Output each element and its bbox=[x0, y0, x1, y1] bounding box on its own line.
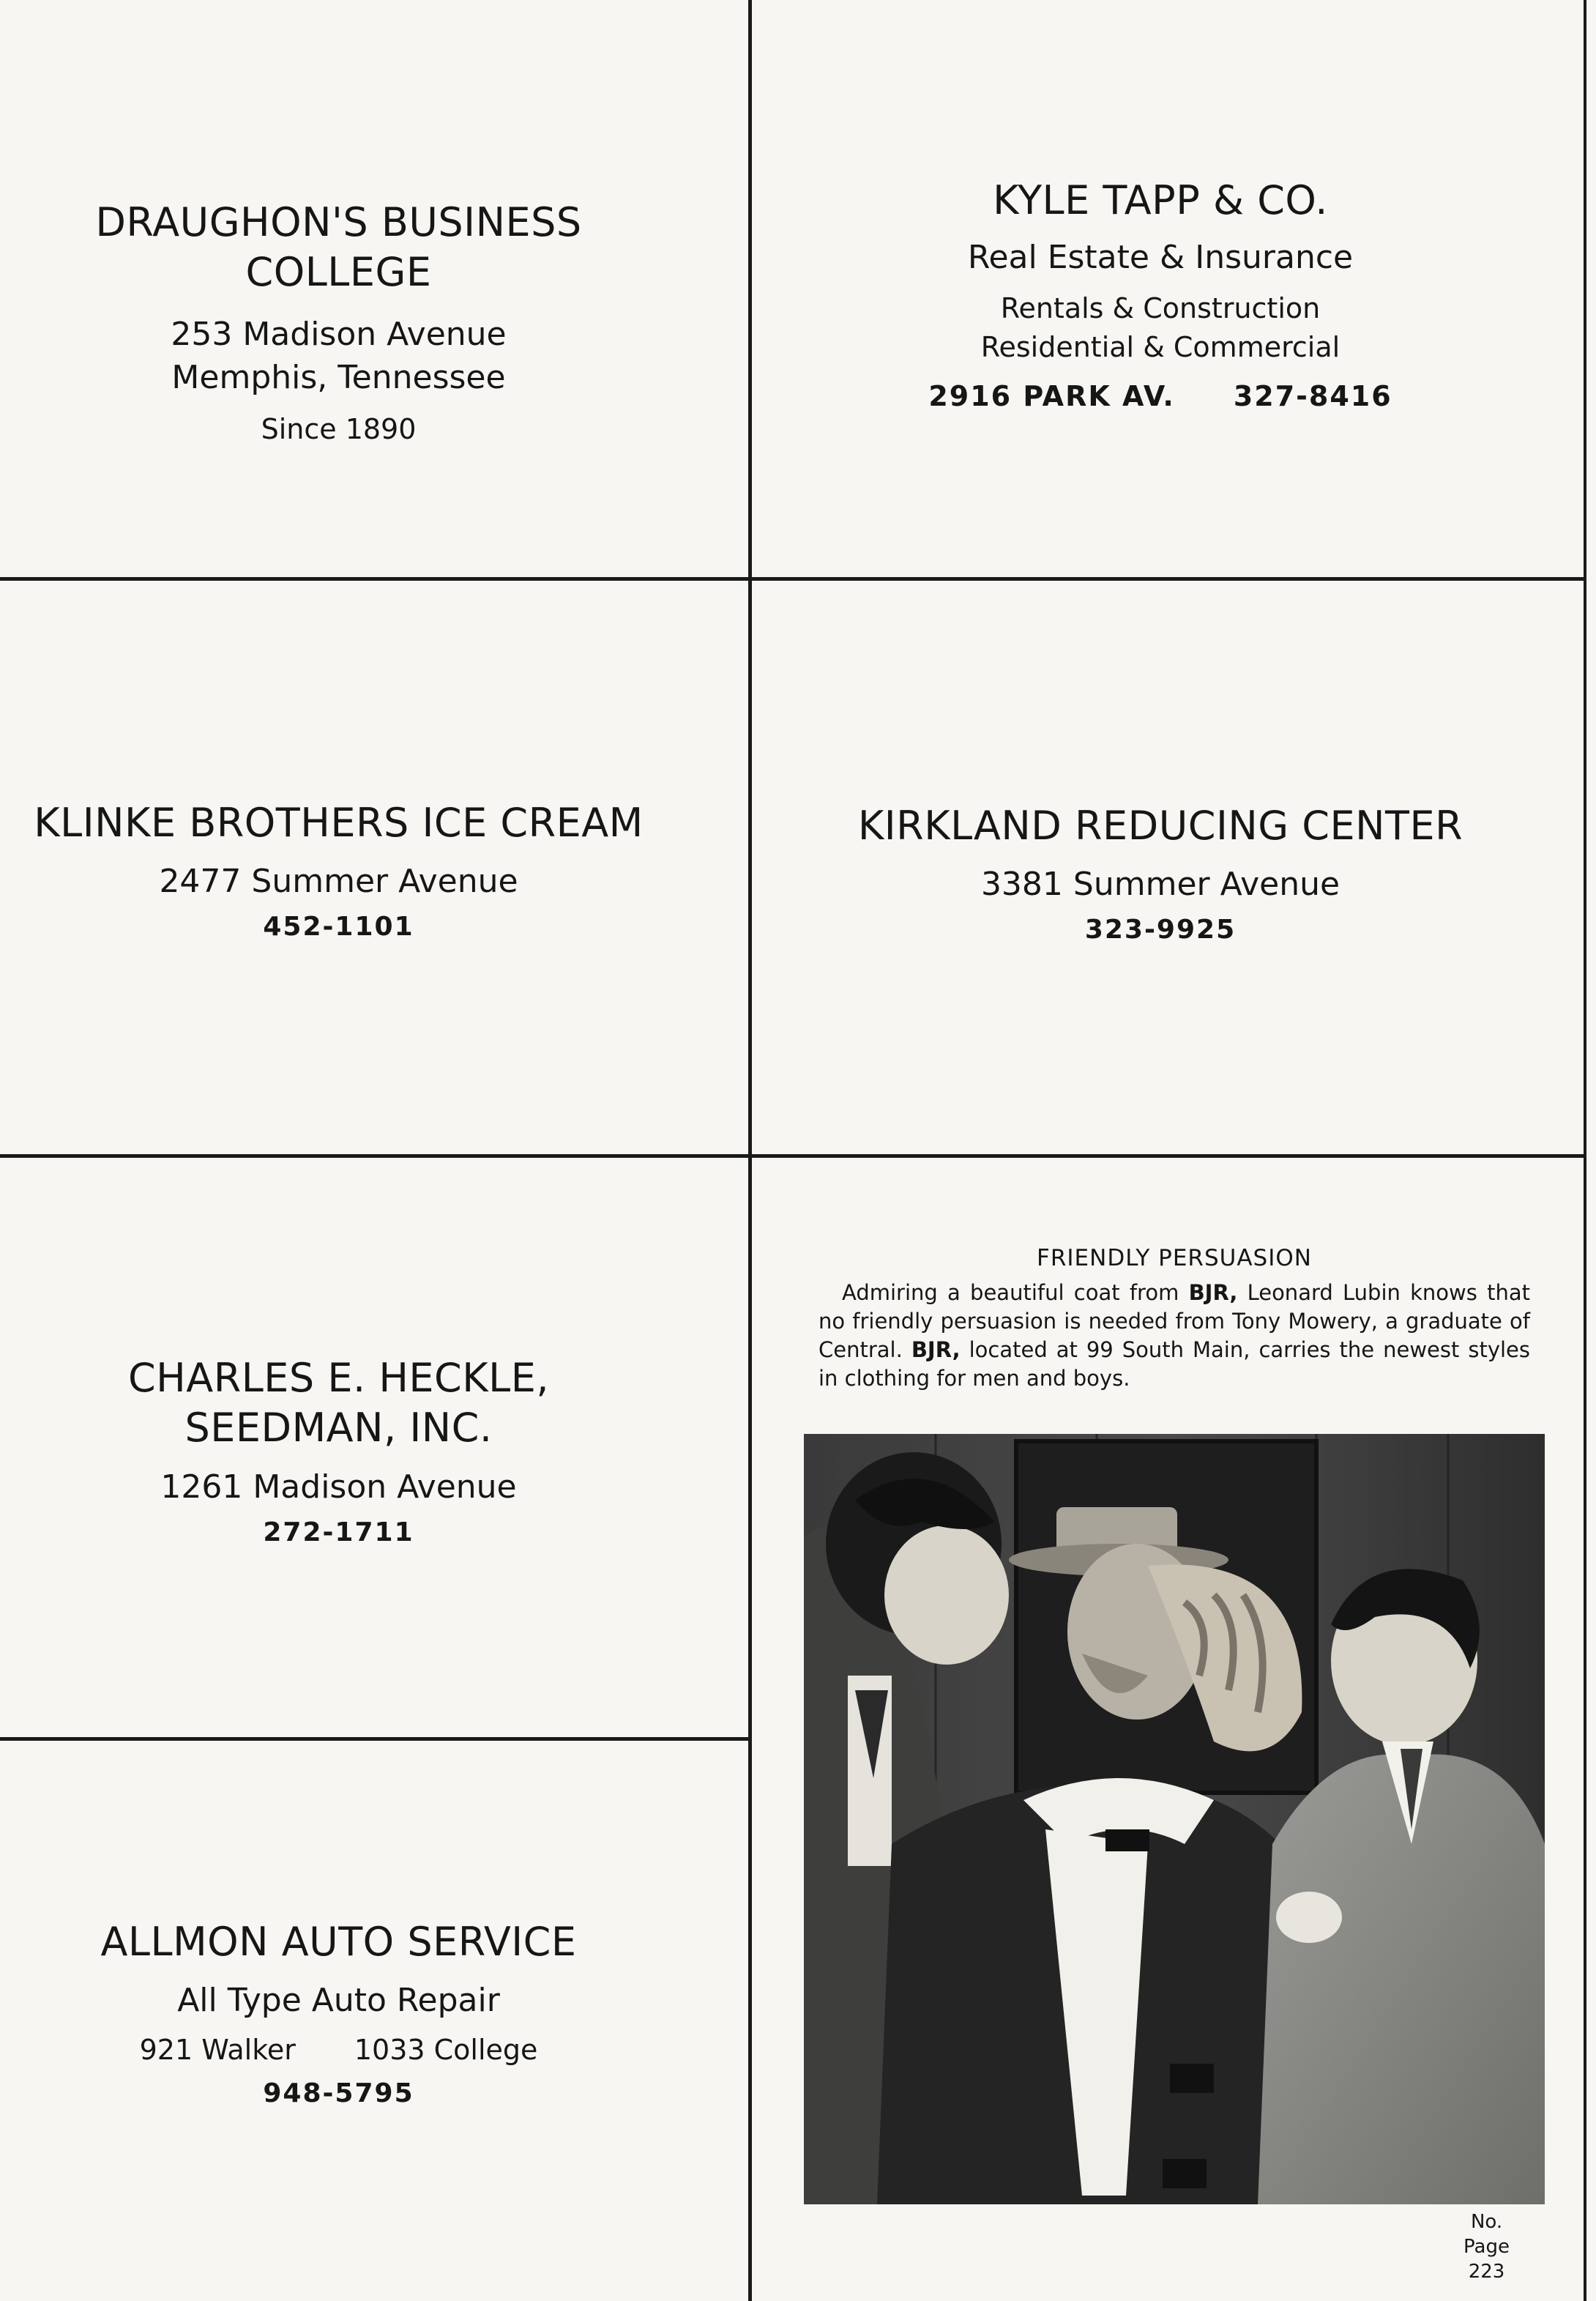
ad-address-2: 1033 College bbox=[354, 2033, 538, 2066]
ad-klinke-brothers bbox=[0, 798, 677, 942]
ad-kirkland-reducing-center bbox=[798, 801, 1523, 945]
caption-title: FRIENDLY PERSUASION bbox=[1037, 1245, 1312, 1271]
ad-address: 2916 PARK AV. bbox=[928, 380, 1175, 413]
ad-name: ALLMON AUTO SERVICE bbox=[100, 1919, 577, 1965]
page-number bbox=[1463, 2210, 1510, 2284]
caption-bold-1: BJR, bbox=[1188, 1280, 1238, 1305]
feature-caption bbox=[818, 1245, 1530, 1394]
ad-tagline: All Type Auto Repair bbox=[177, 1981, 500, 2019]
ad-address-line2: Memphis, Tennessee bbox=[171, 359, 506, 397]
caption-text-2: Leonard Lubin knows that no friendly persuasion is needed from Tony Mowery, a graduate of Central. bbox=[818, 1280, 1530, 1363]
feature-photo bbox=[804, 1434, 1545, 2204]
horizontal-divider-3 bbox=[0, 1737, 748, 1741]
photo-illustration bbox=[804, 1434, 1545, 2204]
ad-phone: 323-9925 bbox=[1084, 914, 1237, 945]
horizontal-divider-1 bbox=[0, 577, 1586, 581]
ad-phone: 327-8416 bbox=[1233, 380, 1392, 413]
horizontal-divider-2 bbox=[0, 1154, 1586, 1158]
page-number-line2: Page bbox=[1463, 2235, 1510, 2258]
caption-text-1: Admiring a beautiful coat from bbox=[842, 1280, 1189, 1305]
caption-bold-2: BJR, bbox=[911, 1337, 961, 1363]
ad-kyle-tapp bbox=[798, 176, 1523, 416]
ad-phone: 452-1101 bbox=[263, 911, 414, 942]
ad-name: KYLE TAPP & CO. bbox=[993, 177, 1328, 223]
ad-name: KIRKLAND REDUCING CENTER bbox=[857, 803, 1463, 849]
ad-name: DRAUGHON'S BUSINESS COLLEGE bbox=[95, 199, 582, 295]
vertical-divider bbox=[748, 0, 752, 2301]
ad-address-line1: 253 Madison Avenue bbox=[171, 316, 507, 353]
ad-since: Since 1890 bbox=[261, 412, 417, 445]
page-number-line3: 223 bbox=[1468, 2260, 1505, 2283]
caption-text-3: located at 99 South Main, carries the newest styles in clothing for men and boys. bbox=[818, 1337, 1531, 1391]
ad-line2: Rentals & Construction bbox=[1000, 291, 1321, 324]
ad-name-line2: SEEDMAN, INC. bbox=[184, 1404, 493, 1451]
page-number-line1: No. bbox=[1470, 2211, 1503, 2233]
ad-phone: 272-1711 bbox=[263, 1517, 414, 1548]
ad-name-line1: CHARLES E. HECKLE, bbox=[127, 1355, 550, 1401]
ad-draughons-business-college bbox=[0, 198, 677, 449]
ad-allmon-auto-service bbox=[0, 1917, 677, 2108]
ad-address: 2477 Summer Avenue bbox=[159, 862, 518, 900]
ad-phone: 948-5795 bbox=[263, 2078, 414, 2109]
ad-charles-heckle-seedman bbox=[0, 1353, 677, 1547]
caption-body bbox=[818, 1279, 1530, 1394]
ad-address-1: 921 Walker bbox=[139, 2033, 296, 2066]
right-border bbox=[1584, 0, 1586, 2301]
ad-address: 3381 Summer Avenue bbox=[980, 865, 1340, 903]
ad-address: 1261 Madison Avenue bbox=[160, 1468, 517, 1506]
ad-name: KLINKE BROTHERS ICE CREAM bbox=[34, 800, 644, 846]
ad-line1: Real Estate & Insurance bbox=[967, 238, 1354, 276]
ad-line3: Residential & Commercial bbox=[980, 331, 1340, 364]
